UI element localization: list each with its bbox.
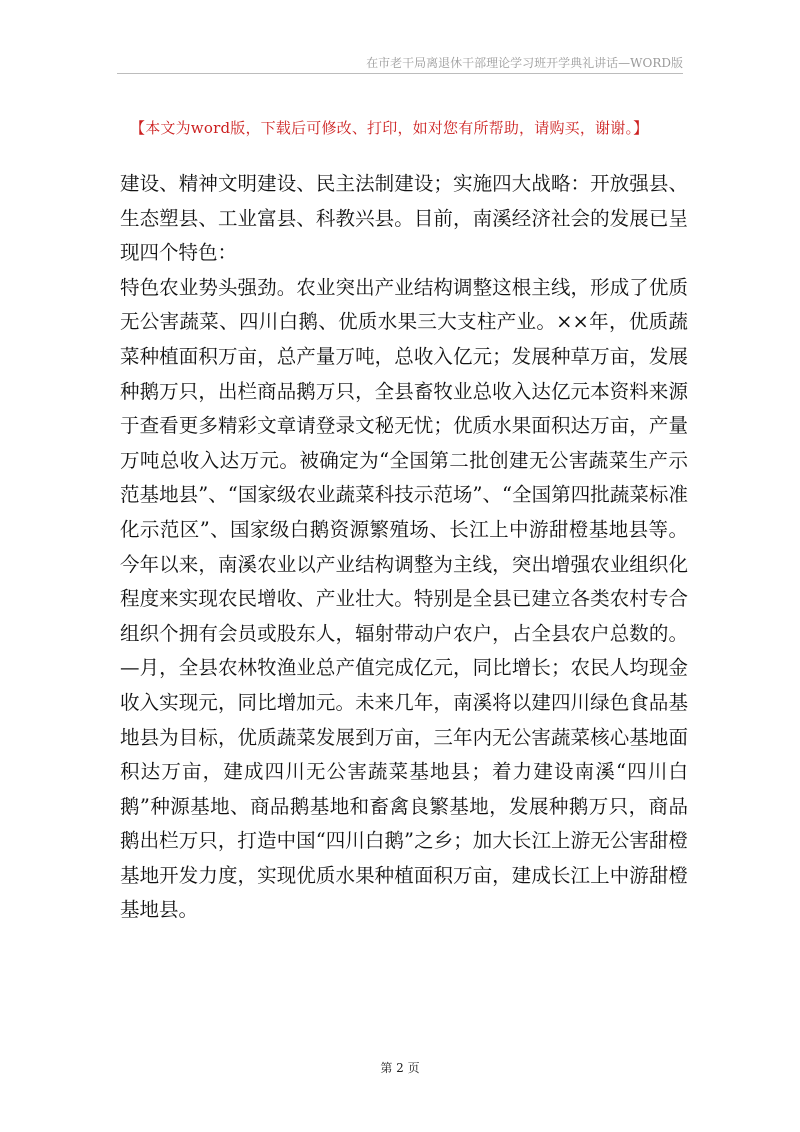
download-notice: 【本文为word版，下载后可修改、打印，如对您有所帮助，请购买，谢谢。】 bbox=[130, 119, 649, 137]
paragraph-1: 建设、精神文明建设、民主法制建设；实施四大战略：开放强县、生态塑县、工业富县、科教兴县。目前，南溪经济社会的发展已呈现四个特色： bbox=[120, 172, 688, 265]
paragraph-2: 特色农业势头强劲。农业突出产业结构调整这根主线，形成了优质无公害蔬菜、四川白鹅、优质水果三大支柱产业。××年，优质蔬菜种植面积万亩，总产量万吨，总收入亿元；发展种草万亩，发展种鹅万只，出栏商品鹅万只，全县畜牧业总收入达亿元本资料来源于查看更多精彩文章请登录文秘无忧；优质水果面积达万亩，产量万吨总收入达万元。被确定为“全国第二批创建无公害蔬菜生产示范基地县”、“国家级农业蔬菜科技示范场”、“全国第四批蔬菜标准化示范区”、国家级白鹅资源繁殖场、长江上中游甜橙基地县等。今年以来，南溪农业以产业结构调整为主线，突出增强农业组织化程度来实现农民增收、产业壮大。特别是全县已建立各类农村专合组织个拥有会员或股东人，辐射带动户农户，占全县农户总数的。—月，全县农林牧渔业总产值完成亿元，同比增长；农民人均现金收入实现元，同比增加元。未来几年，南溪将以建四川绿色食品基地县为目标，优质蔬菜发展到万亩，三年内无公害蔬菜核心基地面积达万亩，建成四川无公害蔬菜基地县；着力建设南溪“四川白鹅”种源基地、商品鹅基地和畜禽良繁基地，发展种鹅万只，商品鹅出栏万只，打造中国“四川白鹅”之乡；加大长江上游无公害甜橙基地开发力度，实现优质水果种植面积万亩，建成长江上中游甜橙基地县。 bbox=[120, 275, 688, 922]
document-body bbox=[120, 167, 688, 928]
page-number: 第 2 页 bbox=[380, 1061, 420, 1075]
header-divider bbox=[117, 73, 683, 74]
header-title: 在市老干局离退休干部理论学习班开学典礼讲话—WORD版 bbox=[366, 56, 683, 70]
